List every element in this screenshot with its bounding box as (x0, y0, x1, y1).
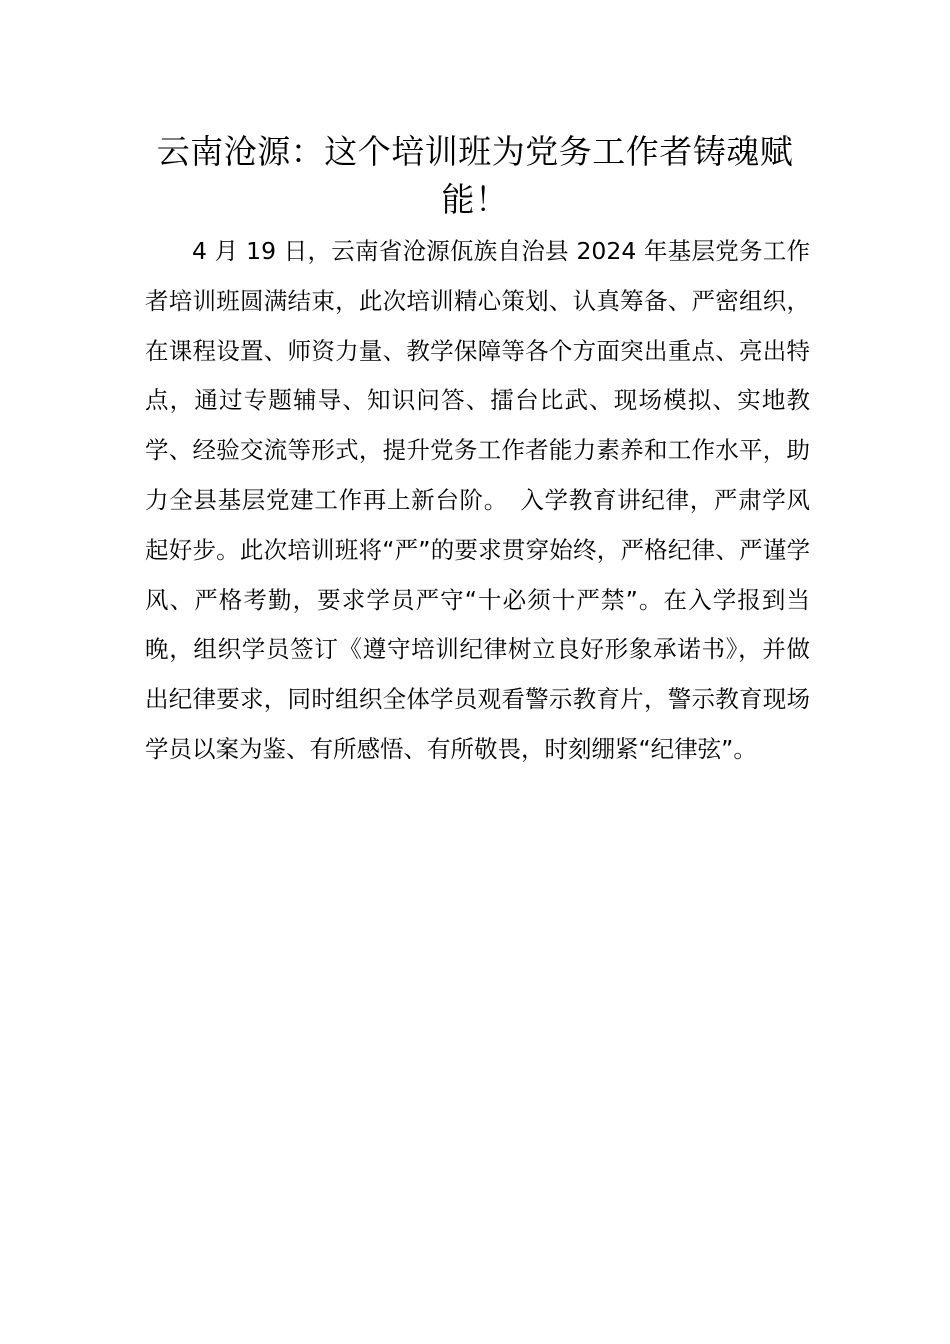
document-title: 云南沧源：这个培训班为党务工作者铸魂赋能！ (156, 132, 794, 219)
paragraph-training-summary: 4 月 19 日，云南省沧源佤族自治县 2024 年基层党务工作者培训班圆满结束，此次培训精心策划、认真筹备、严密组织，在课程设置、师资力量、教学保障等各个方面突出重点、亮出特点，通过专题辅导、知识问答、擂台比武、现场模拟、实地教学、经验交流等形式，提升党务工作者能力素养和工作水平，助力全县基层党建工作再上新台阶。 (145, 237, 810, 514)
paragraph-discipline-education: 入学教育讲纪律，严肃学风起好步。此次培训班将“严”的要求贯穿始终，严格纪律、严谨学风、严格考勤，要求学员严守“十必须十严禁”。在入学报到当晚，组织学员签订《遵守培训纪律树立良好形象承诺书》，并做出纪律要求，同时组织全体学员观看警示教育片，警示教育现场学员以案为鉴、有所感悟、有所敬畏，时刻绷紧“纪律弦”。 (145, 485, 811, 763)
body-paragraph (145, 227, 810, 775)
